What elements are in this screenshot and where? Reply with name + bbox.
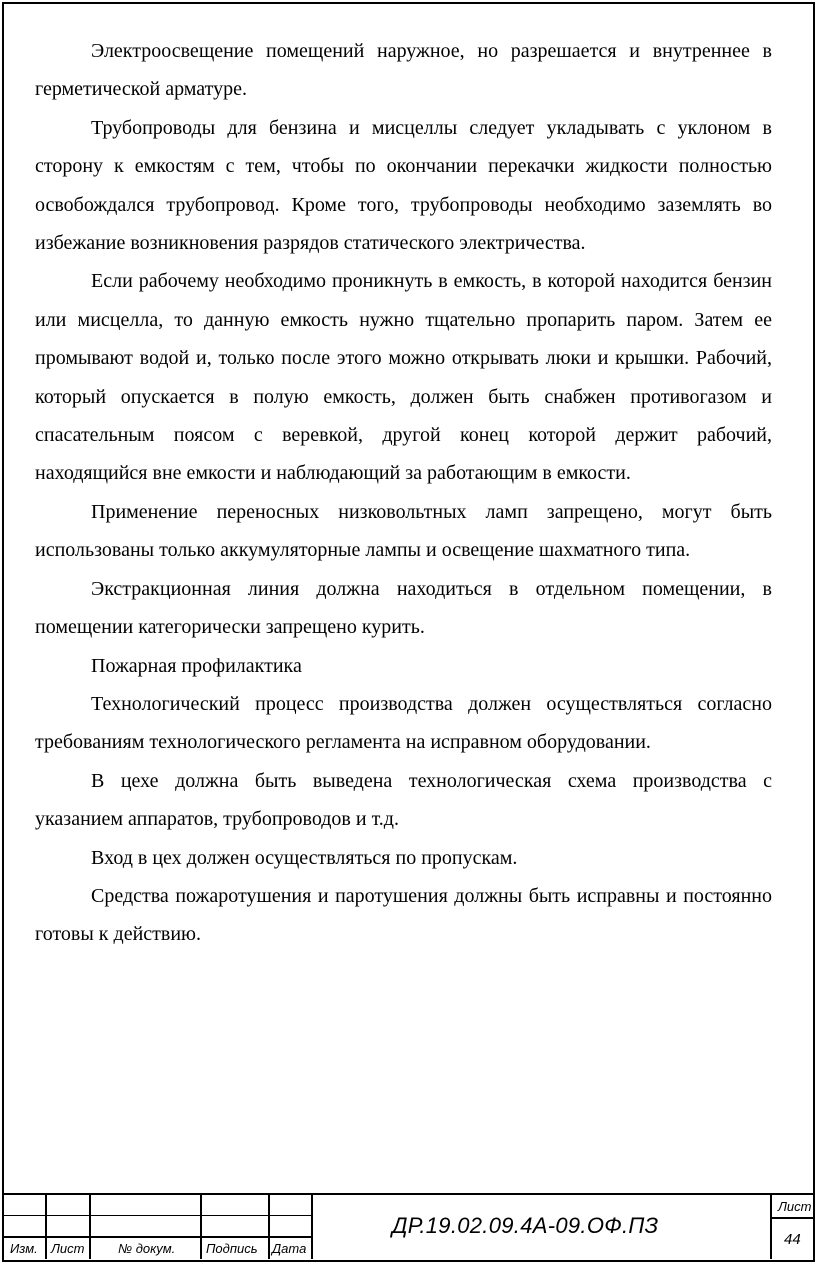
label-date: Дата xyxy=(272,1241,307,1256)
stamp-divider xyxy=(311,1195,313,1259)
document-body xyxy=(35,32,772,954)
paragraph: Трубопроводы для бензина и мисцеллы следует укладывать с уклоном в сторону к емкостям с тем, чтобы по окончании перекачки жидкости полностью освобождался трубопровод. Кроме того, трубопроводы необходимо заземлять во избежание возникновения разрядов статического электричества. xyxy=(35,116,772,255)
section-heading: Пожарная профилактика xyxy=(91,654,302,677)
stamp-divider xyxy=(89,1195,91,1259)
label-doc-no: № докум. xyxy=(118,1241,176,1256)
stamp-rule xyxy=(2,1215,311,1216)
paragraph: Если рабочему необходимо проникнуть в емкость, в которой находится бензин или мисцелла, то данную емкость нужно тщательно пропарить паром. Затем ее промывают водой и, только после этого можно открывать люки и крышки. Рабочий, который опускается в полую емкость, должен быть снабжен противогазом и спасательным поясом с веревкой, другой конец которой держит рабочий, находящийся вне емкости и наблюдающий за работающим в емкости. xyxy=(35,270,772,485)
document-code: ДР.19.02.09.4А-09.ОФ.ПЗ xyxy=(392,1213,659,1238)
stamp-divider xyxy=(770,1195,772,1259)
label-izm: Изм. xyxy=(10,1241,38,1256)
stamp-divider xyxy=(200,1195,202,1259)
stamp-divider xyxy=(45,1195,47,1259)
sheet-number: 44 xyxy=(784,1231,801,1248)
paragraph: Электроосвещение помещений наружное, но разрешается и внутреннее в герметической арматуре. xyxy=(35,40,772,101)
label-signature: Подпись xyxy=(206,1241,258,1256)
paragraph: Вход в цех должен осуществляться по пропускам. xyxy=(91,846,518,869)
paragraph: Средства пожаротушения и паротушения должны быть исправны и постоянно готовы к действию. xyxy=(35,884,772,946)
paragraph: Технологический процесс производства должен осуществляться согласно требованиям технологического регламента на исправном оборудовании. xyxy=(35,692,772,754)
paragraph: Экстракционная линия должна находиться в отдельном помещении, в помещении категорически запрещено курить. xyxy=(35,577,772,639)
label-list: Лист xyxy=(51,1241,85,1256)
title-block xyxy=(2,1193,815,1261)
stamp-rule xyxy=(2,1236,311,1238)
paragraph: Применение переносных низковольтных ламп запрещено, могут быть использованы только аккумуляторные лампы и освещение шахматного типа. xyxy=(35,500,772,562)
stamp-rule xyxy=(770,1217,815,1219)
sheet-label: Лист xyxy=(778,1199,812,1214)
stamp-divider xyxy=(268,1195,270,1259)
paragraph: В цехе должна быть выведена технологическая схема производства с указанием аппаратов, трубопроводов и т.д. xyxy=(35,769,772,831)
